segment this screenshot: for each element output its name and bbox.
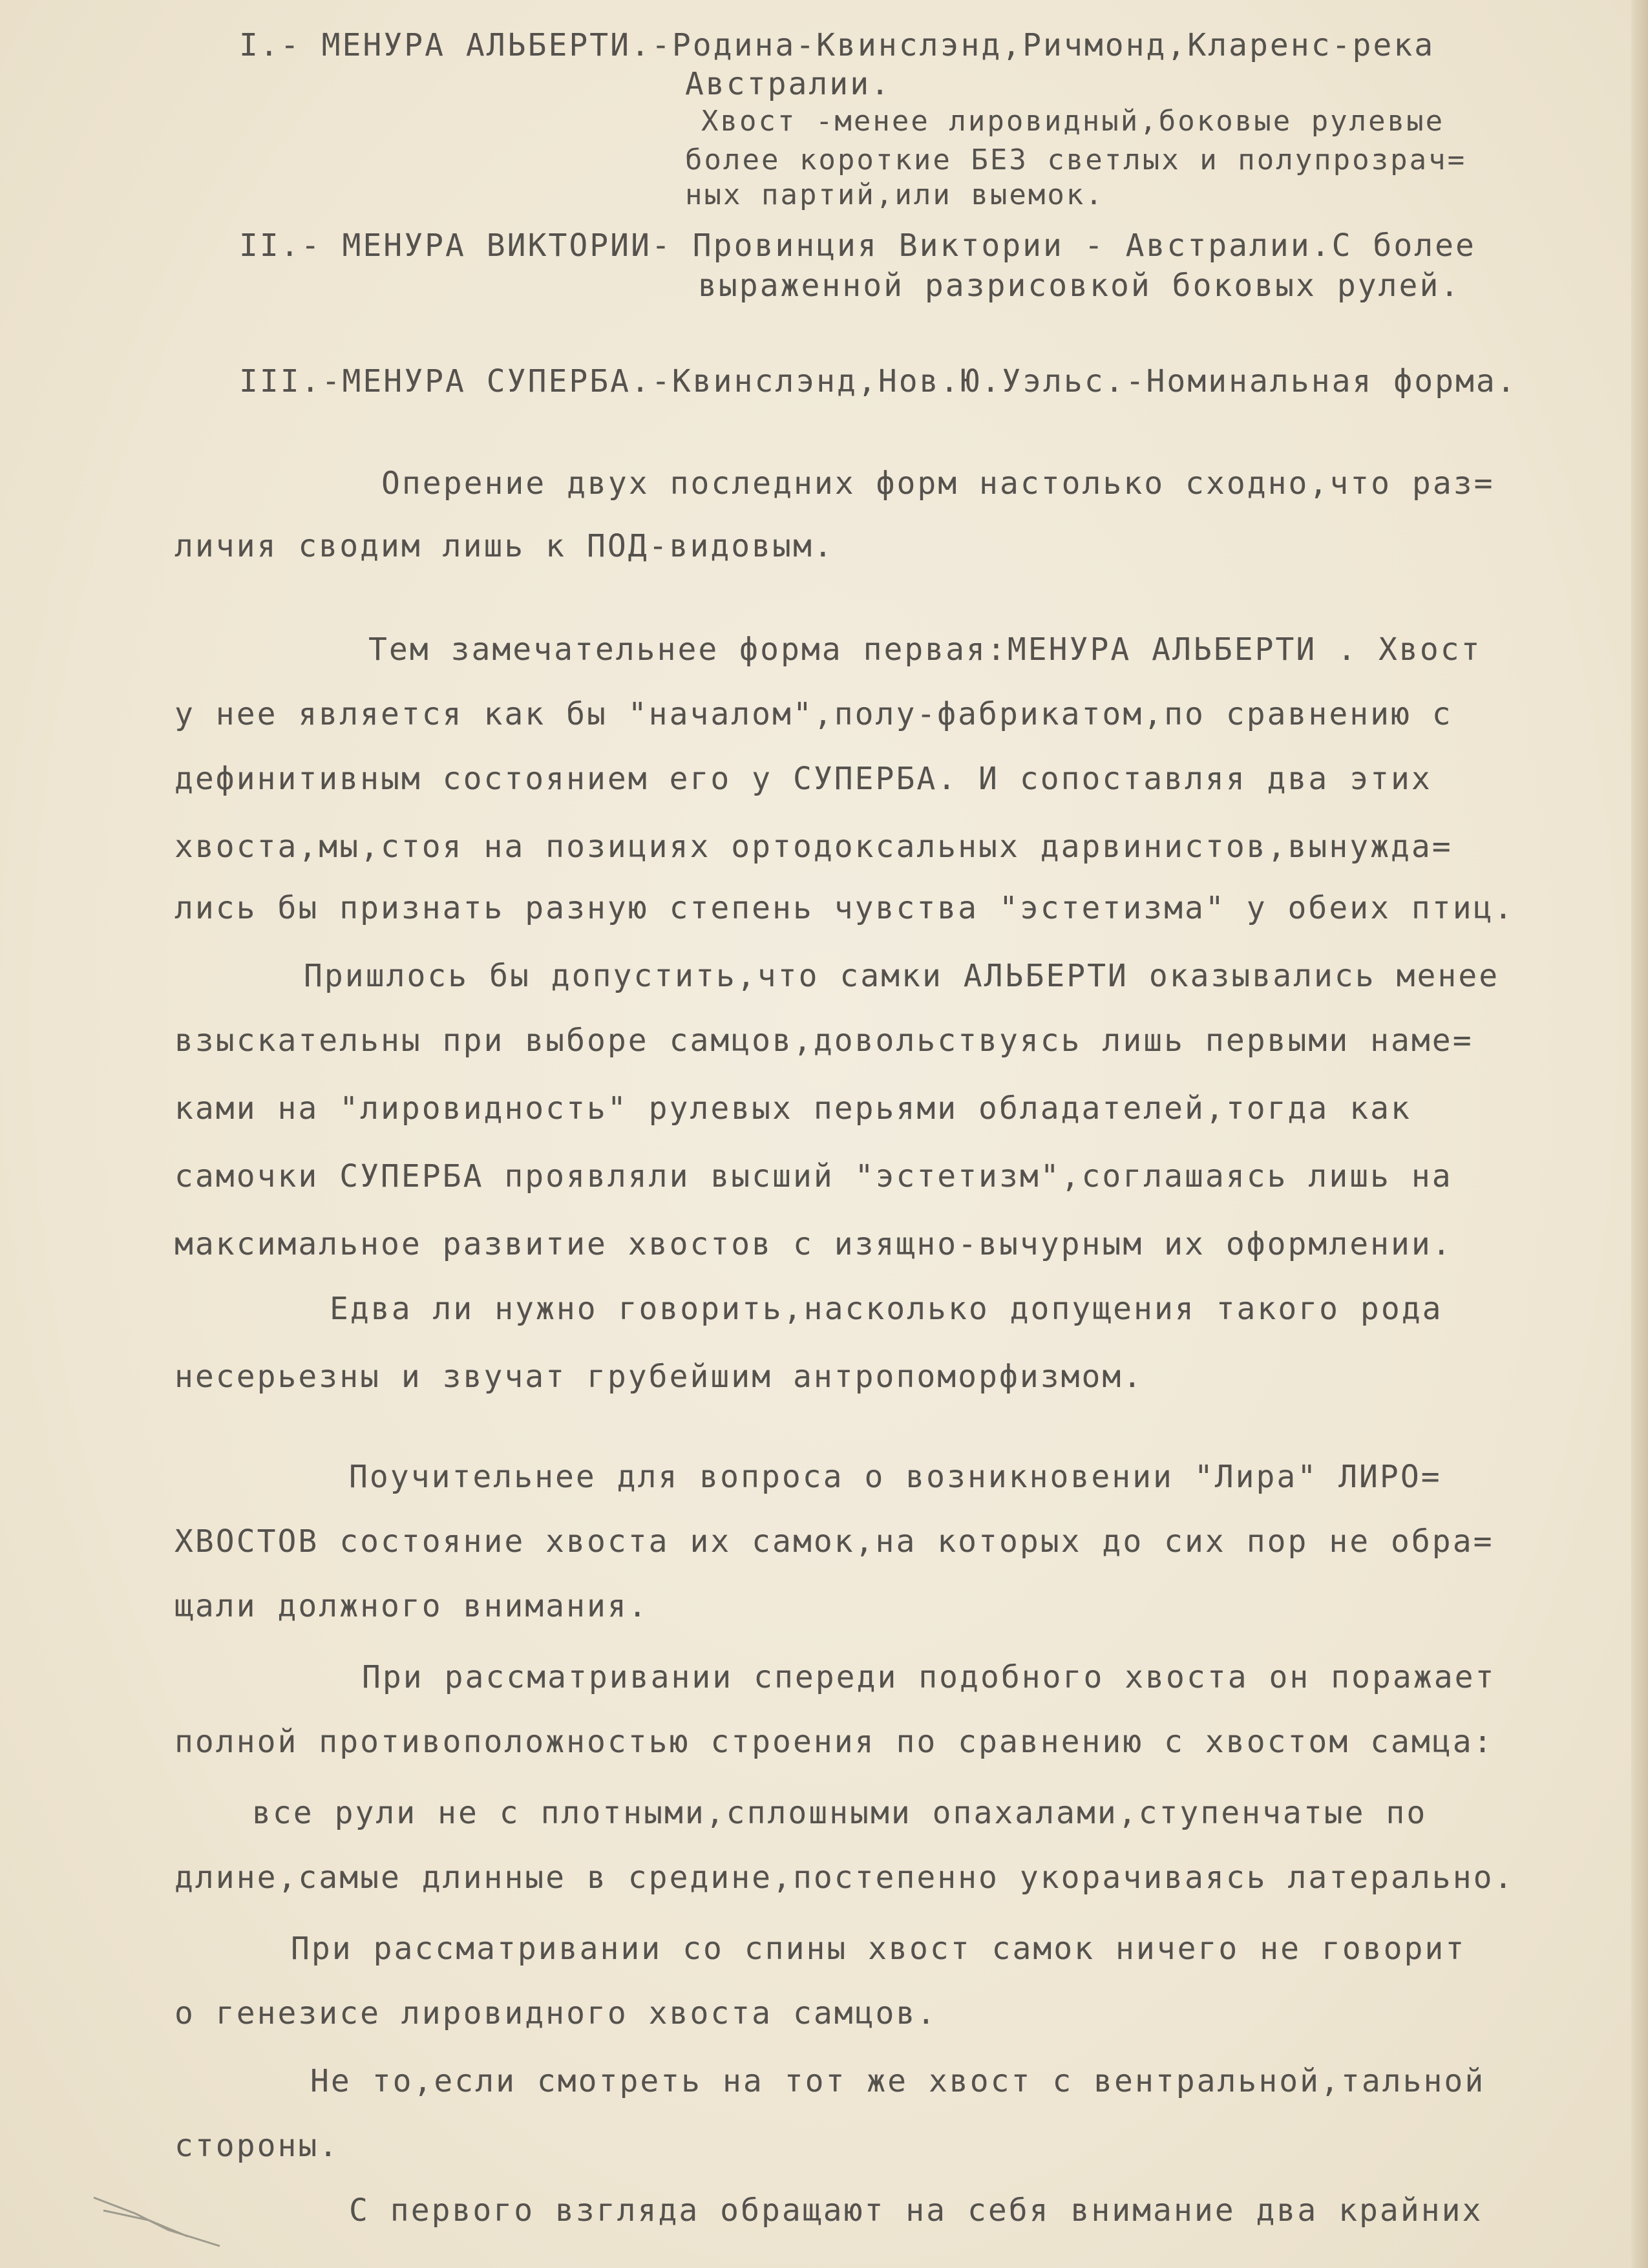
body-line: Пришлось бы допустить,что самки АЛЬБЕРТИ оказывались менее <box>304 958 1500 994</box>
body-line: несерьезны и звучат грубейшим антропоморфизмом. <box>174 1359 1144 1395</box>
entry-2-desc: выраженной разрисовкой боковых рулей. <box>698 268 1461 304</box>
body-line: у нее является как бы "началом",полу-фабрикатом,по сравнению с <box>174 696 1453 732</box>
body-line: Оперение двух последних форм настолько сходно,что раз= <box>381 465 1495 502</box>
body-line: При рассматривании спереди подобного хвоста он поражает <box>362 1659 1496 1695</box>
pencil-scribble-icon <box>90 2185 259 2256</box>
body-line: длине,самые длинные в средине,постепенно укорачиваясь латерально. <box>174 1860 1515 1896</box>
body-line: Тем замечательнее форма первая:МЕНУРА АЛЬБЕРТИ . Хвост <box>368 631 1482 668</box>
body-line: взыскательны при выборе самцов,довольствуясь лишь первыми наме= <box>174 1023 1474 1059</box>
body-line: дефинитивным состоянием его у СУПЕРБА. И сопоставляя два этих <box>174 761 1432 797</box>
entry-1-title: I.- МЕНУРА АЛЬБЕРТИ.-Родина-Квинслэнд,Ричмонд,Кларенс-река <box>239 27 1435 63</box>
body-line: ХВОСТОВ состояние хвоста их самок,на которых до сих пор не обра= <box>174 1523 1494 1560</box>
body-line: щали должного внимания. <box>174 1588 649 1624</box>
body-line: ками на "лировидность" рулевых перьями обладателей,тогда как <box>174 1090 1411 1127</box>
body-line: личия сводим лишь к ПОД-видовым. <box>174 528 834 564</box>
body-line: Поучительнее для вопроса о возникновении "Лира" ЛИРО= <box>349 1459 1442 1495</box>
body-line: стороны. <box>174 2128 340 2164</box>
entry-2-title: II.- МЕНУРА ВИКТОРИИ- Провинция Виктории - Австралии.С более <box>239 228 1476 264</box>
entry-1-desc-2: более короткие БЕЗ светлых и полупрозрач= <box>685 143 1467 176</box>
body-line: С первого взгляда обращают на себя внимание два крайних <box>349 2192 1483 2229</box>
body-line: хвоста,мы,стоя на позициях ортодоксальных дарвинистов,вынужда= <box>174 829 1453 865</box>
body-line: самочки СУПЕРБА проявляли высший "эстетизм",соглашаясь лишь на <box>174 1158 1453 1194</box>
paper-edge <box>1631 0 1648 2268</box>
body-line: все рули не с плотными,сплошными опахалами,ступенчатые по <box>252 1795 1428 1831</box>
body-line: максимальное развитие хвостов с изящно-вычурным их оформлении. <box>174 1226 1453 1262</box>
body-line: Не то,если смотреть на тот же хвост с вентральной,тальной <box>310 2063 1486 2099</box>
body-line: полной противоположностью строения по сравнению с хвостом самца: <box>174 1724 1494 1760</box>
entry-1-desc-1: Хвост -менее лировидный,боковые рулевые <box>701 105 1445 138</box>
body-line: о генезисе лировидного хвоста самцов. <box>174 1995 938 2031</box>
entry-1-desc-3: ных партий,или выемок. <box>685 178 1104 211</box>
entry-3-title: III.-МЕНУРА СУПЕРБА.-Квинслэнд,Нов.Ю.Уэльс.-Номинальная форма. <box>239 363 1517 399</box>
entry-1-region: Австралии. <box>685 66 891 102</box>
body-line: лись бы признать разную степень чувства "эстетизма" у обеих птиц. <box>174 890 1515 926</box>
body-line: При рассматривании со спины хвост самок ничего не говорит <box>291 1931 1466 1967</box>
body-line: Едва ли нужно говорить,насколько допущения такого рода <box>330 1291 1443 1327</box>
